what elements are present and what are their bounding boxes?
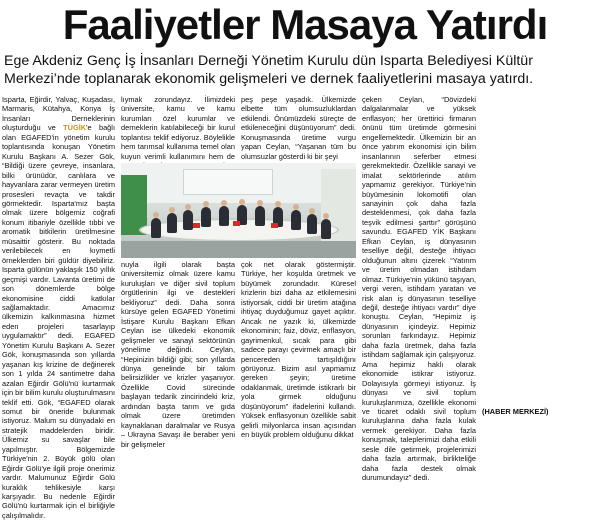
photo-floor bbox=[121, 241, 356, 258]
photo-table-flag bbox=[233, 221, 240, 226]
column-4-text: çeken Ceylan, “Dövizdeki dalgalanmalar ve yüksek enflasyon; her ürettirici firmanın önünü tüm üretimde görmesini engellemektedir. Ülkemizin bir an önce yatırım ekonomisi için bilim insanlarının seferber etmesi gerekmektedir. Özellikle sanayi ve imalat sektörlerinde atılım yapmamız gerekiyor. Türkiye’nin büyümesinin lokomotifi olan sanayinin çok daha fazla desteklenmesi, çok daha fazla teşvik edilmesi şarttır” görüşünü savundu. EGAFED YİK Başkanı Efkan Ceylan, iş dünyasının teselliye değil, desteğe ihtiyacı olduğunun altını çizerek “Yatırım ve üretim olmadan istihdam olmaz. Türkiye’nin yükünü taşıyan, vergi veren, istihdam yaratan ve risk alan iş dünyasının teselliye değil, desteğe ihtiyacı vardır” diye konuştu. Ceylan, “Hepimiz iş dünyasının içindeyiz. Hepimiz sorunları farkındayız. Hepimiz daha fazla üretmek, daha fazla istihdam sağlamak için çalışıyoruz. Ama hepimiz haklı olarak ekonomide istikrar istiyoruz. Dolayısıyla görmeyi istiyoruz. İş dünyası ve sivil toplum kuruluşlarımıza, özellikle ekonomi ve ticaret odaklı sivil toplum kuruluşlarına daha fazla kulak vermek gerekiyor. Daha fazla konuşmak, taleplerimizi daha etkili sesle dile getirmek, projelerimizi daha fazla artırmak, birlikteliğe daha fazla destek olmak durumundayız” dedi. bbox=[362, 95, 476, 483]
photo-person bbox=[307, 214, 317, 234]
article-lead: Ege Akdeniz Genç İş İnsanları Derneği Yönetim Kurulu dün Isparta Belediyesi Kültür Merkezi’nde toplanarak ekonomik gelişmeleri ve dernek faaliyetlerini masaya yatırdı. bbox=[4, 53, 534, 87]
article-column-4 bbox=[362, 95, 476, 483]
photo-person bbox=[183, 210, 193, 230]
tugik-brand: TÜGİK bbox=[63, 123, 87, 133]
photo-person-head bbox=[239, 199, 245, 205]
photo-person-head bbox=[275, 201, 281, 207]
photo-window bbox=[183, 169, 273, 195]
article-column-2-bottom bbox=[121, 260, 235, 449]
photo-table-flag bbox=[193, 223, 200, 228]
column-2-top-text: lıymak zorundayız. İlimizdeki üniversite, kamu ve kamu kurumları özel kurumlar ve derneklerin katılabileceği bir kurul toplantısı teklif ediyoruz. Böylelikle hem tarımsal kullanıma temel olan kuyun verimli kullanımını hem de bbox=[121, 95, 235, 161]
article-column-3-bottom bbox=[241, 260, 356, 440]
photo-person bbox=[201, 207, 211, 227]
column-3-bottom-text: çok net olarak göstermiştir. Türkiye, her koşulda üretmek ve büyümek zorundadır. Küresel krizlerin bizi daha az etkilemesini istiyorsak, ciddi bir üretim atağına ihtiyaç duyduğumuz gayet açıktır. Ancak ne yazık ki, ülkemizde ekonominin; faiz, döviz, enflasyon, gayrimenkul, sıcak para gibi sadece parayı çevirmek amaçlı bir pencereden tartışıldığını görüyoruz. Bizim asıl yapmamız gereken şeyin; üretime odaklanmak, üretimde istikrarlı bir yola girmek olduğunu düşünüyorum” ifadelerini kullandı. Yüksek enflasyonun özellikle sabit gelirli milyonlarca insan açısından en büyük problem olduğunu dikkat bbox=[241, 260, 356, 440]
photo-person bbox=[167, 213, 177, 233]
photo-person-head bbox=[185, 204, 191, 210]
photo-person-head bbox=[203, 201, 209, 207]
photo-person bbox=[291, 210, 301, 230]
photo-person bbox=[321, 219, 331, 239]
column-5-spill bbox=[482, 95, 606, 407]
article-column-3-top bbox=[241, 95, 356, 162]
photo-table-flag bbox=[271, 223, 278, 228]
photo-person-head bbox=[293, 204, 299, 210]
article-column-5 bbox=[482, 95, 606, 418]
article-column-1 bbox=[2, 95, 115, 520]
column-1-text-start: Isparta, Eğirdir, Yalvaç, Kuşadası, Marmaris, Kütahya, Konya İş İnsanları Derneklerinin oluşturduğu ve bbox=[2, 95, 115, 133]
photo-person-head bbox=[257, 200, 263, 206]
article-byline: (HABER MERKEZİ) bbox=[482, 407, 549, 416]
photo-person bbox=[219, 206, 229, 226]
column-1-text-rest: 'e bağlı olan EGAFED'in yönetim kurulu toplantısında konuşan Yönetim Kurulu Başkanı A. Sezer Gök, “Bildiği üzere çevreye, insanlara, bilki ürünüdür, canlılara ve hayvanlara zarar vermeyen üretim prosesleri revaçta ve takdir görmektedir. Isparta'mız başta olmak üzere bölgemiz coğrafi konum itibariyle özellikle tıbbi ve aromatik bitkilerin üretilmesine müsaittir gösterir. Bu noktada verilebilecek en kıymetli örneklerden biri güldür diyebiliriz. Isparta gülünün yaklaşık 150 yıllık geçmişi vardır. Lavanta üretimi de son dönemlerde bölge ekonomisine ciddi katkılar sağlamaktadır. Amacımız ülkemizin kalkınmasına hizmet eden projeleri tasarlayıp uygulamaktır” dedi. EGAFED Yönetim Kurulu Başkanı A. Sezer Gök, konuşmasında son yıllarda yaşanan kış krizine de değinerek son 1 yılda 24 santimetre daha azalan Eğirdir Gölü'nü kurtarmak için bir bilim kurulu oluşturulmasını teklif etti. Gök, “EGAFED olarak somut bir öneride bulunmak istiyoruz. Malum su dünyadaki en stratejik maddelerden biridir. Ülkemiz su savaşlar bile yapılmıştır. Bölgemizde Türkiye'nin 2. Büyük gölü olan Eğirdir Gölü'ye ilgili proje önerimiz vardır. Malumunuz Eğirdir Gölü kuraklık tehlikesiyle karşı karşıyadır. Bu nedenle Eğirdir Gölü'nü kurtarmak için el birliğiyle çalışılmalıdır. bbox=[2, 123, 115, 520]
photo-person-head bbox=[153, 212, 159, 218]
photo-person bbox=[151, 218, 161, 238]
photo-person bbox=[255, 206, 265, 226]
photo-person-head bbox=[169, 207, 175, 213]
article-headline: Faaliyetler Masaya Yatırdı bbox=[62, 1, 548, 48]
meeting-photo bbox=[121, 163, 356, 258]
column-2-bottom-text: nuyla ilgili olarak başta üniversitemiz olmak üzere kamu kuruluşları ve diğer sivil toplum örgütlerinin ilgi ve destekleri bekliyoruz” dedi. Daha sonra kürsüye gelen EGAFED Yönetimi İstişare Kurulu Başkanı Efkan Ceylan ise ülkedeki ekonomik gelişmeler ve sanayi sektörünün yönelime değindi. Ceylan, “Hepinizin bildiği gibi; son yıllarda dünya genelinde bir takım belirsizlikler ve krizler yaşanıyor. Özellikle Covid sürecinde başlayan tedarik zincirindeki kriz, ardından başta tarım ve gıda olmak üzere üretimden kaynaklanan daralmalar ve Rusya – Ukrayna Savaşı ile beraber yeni bir gelişmeler bbox=[121, 260, 235, 449]
column-3-top-text: peş peşe yaşadık. Ülkemizde elbette tüm olumsuzluklardan etkilendi. Önümüzdeki süreçte de etkileneceğini düşünüyorum” dedi. Konuşmasında üretime vurgu yapan Ceylan, “Yaşanan tüm bu olumsuzlar gösterdi ki bir şeyi bbox=[241, 95, 356, 161]
photo-person-head bbox=[323, 213, 329, 219]
photo-person-head bbox=[309, 208, 315, 214]
photo-person-head bbox=[221, 200, 227, 206]
article-column-2-top bbox=[121, 95, 235, 162]
